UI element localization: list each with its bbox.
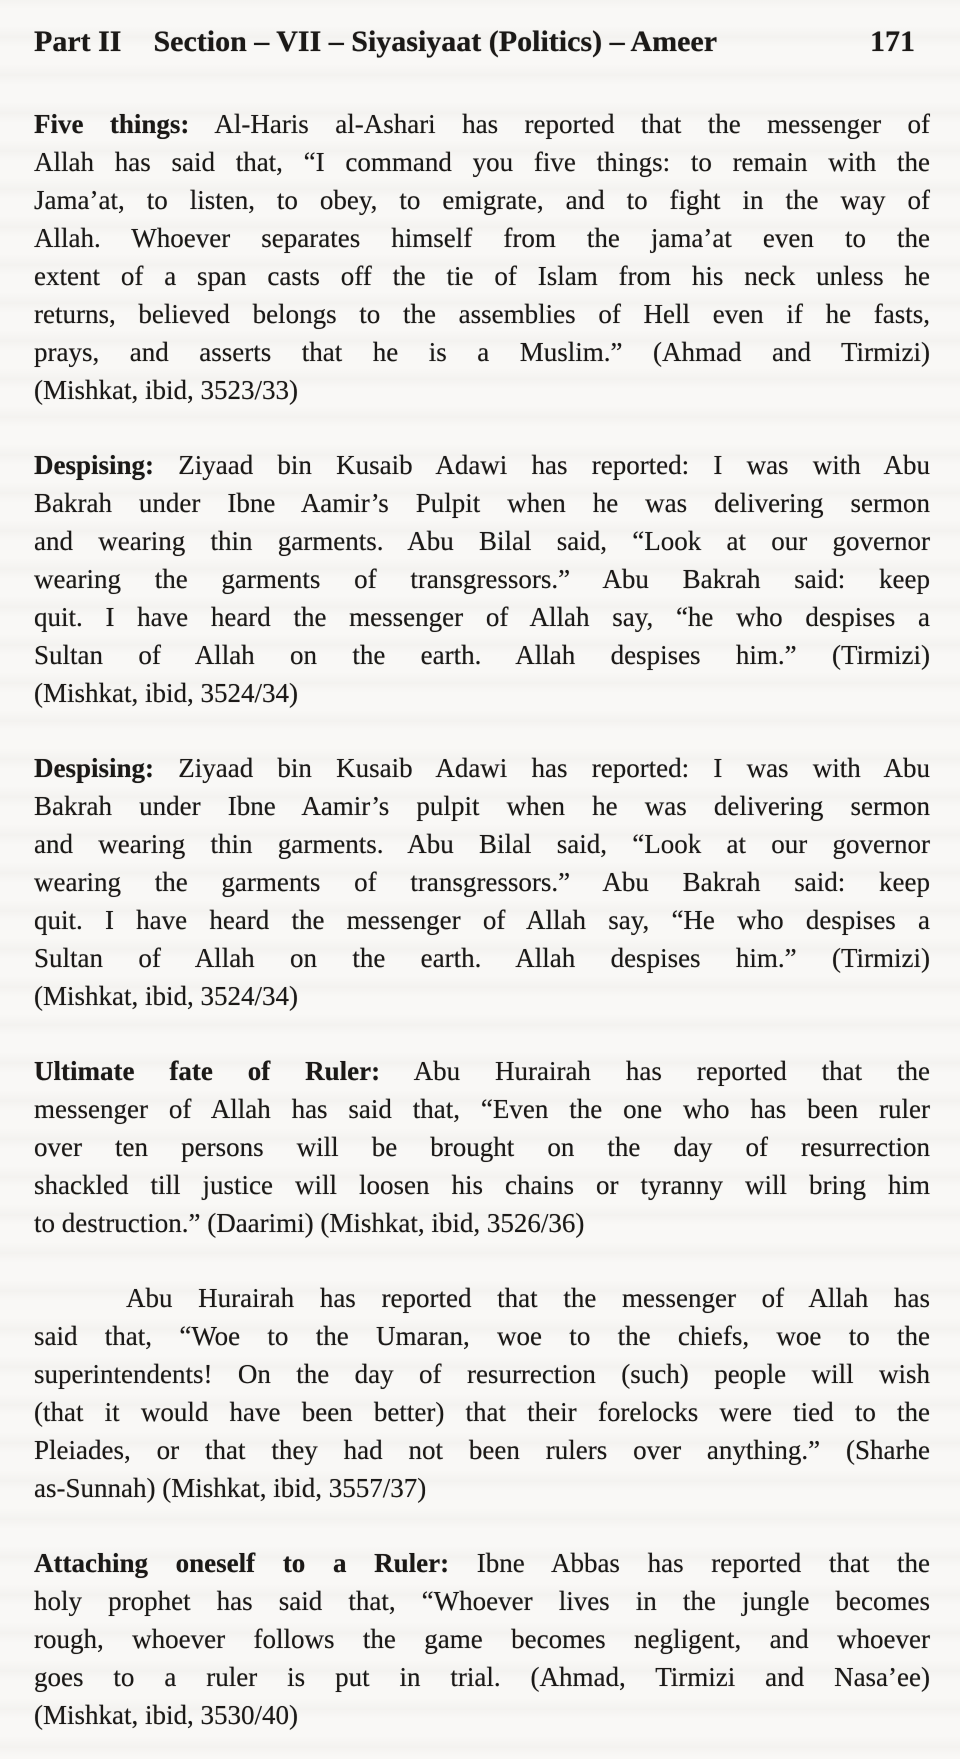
text-line: Jama’at, to listen, to obey, to emigrate, and to fight in the way of [34,185,930,215]
text-line: Bakrah under Ibne Aamir’s Pulpit when he was delivering sermon [34,488,930,518]
paragraph-lead: Despising: [34,450,155,480]
text-line: extent of a span casts off the tie of Islam from his neck unless he [34,261,930,291]
text-line: goes to a ruler is put in trial. (Ahmad, Tirmizi and Nasa’ee) [34,1662,930,1692]
text-line: (Mishkat, ibid, 3523/33) [34,375,298,405]
paragraph-lead: Ultimate fate of Ruler: [34,1056,381,1086]
header-part-label: Part II [34,25,122,58]
header-section-title: Section – VII – Siyasiyaat (Politics) – Ameer [153,25,718,58]
text-line: Despising: Ziyaad bin Kusaib Adawi has reported: I was with Abu [34,450,930,480]
paragraph [34,1544,930,1734]
text-line: said that, “Woe to the Umaran, woe to the chiefs, woe to the [34,1321,930,1351]
text-line: and wearing thin garments. Abu Bilal said, “Look at our governor [34,829,930,859]
text-line: Attaching oneself to a Ruler: Ibne Abbas has reported that the [34,1548,931,1578]
text-line: Allah has said that, “I command you five things: to remain with the [34,147,930,177]
paragraph [34,446,930,712]
paragraph-lead: Attaching oneself to a Ruler: [34,1548,450,1578]
paragraph [34,749,930,1015]
text-line: superintendents! On the day of resurrection (such) people will wish [34,1359,930,1389]
text-line: holy prophet has said that, “Whoever lives in the jungle becomes [34,1586,930,1616]
text-line: Bakrah under Ibne Aamir’s pulpit when he was delivering sermon [34,791,930,821]
page-number: 171 [870,25,915,58]
text-line: Allah. Whoever separates himself from the jama’at even to the [34,223,930,253]
text-line: (Mishkat, ibid, 3530/40) [34,1700,298,1730]
text-line: (Mishkat, ibid, 3524/34) [34,678,298,708]
text-line: quit. I have heard the messenger of Allah say, “he who despises a [34,602,930,632]
text-line: (Mishkat, ibid, 3524/34) [34,981,298,1011]
text-line: Pleiades, or that they had not been rulers over anything.” (Sharhe [34,1435,930,1465]
text-line: Sultan of Allah on the earth. Allah despises him.” (Tirmizi) [34,640,930,670]
paragraph-lead: Five things: [34,109,190,139]
body-text [34,105,930,1734]
paragraph-lead: Despising: [34,753,155,783]
text-line: wearing the garments of transgressors.” Abu Bakrah said: keep [34,867,930,897]
text-line: Abu Hurairah has reported that the messenger of Allah has [126,1283,930,1313]
text-line: Ultimate fate of Ruler: Abu Hurairah has reported that the [34,1056,930,1086]
text-line: Despising: Ziyaad bin Kusaib Adawi has reported: I was with Abu [34,753,930,783]
text-line: Five things: Al-Haris al-Ashari has reported that the messenger of [34,109,930,139]
paragraph [34,1052,930,1242]
text-line: quit. I have heard the messenger of Allah say, “He who despises a [34,905,930,935]
paragraph [34,1279,930,1507]
text-line: messenger of Allah has said that, “Even the one who has been ruler [34,1094,930,1124]
text-line: rough, whoever follows the game becomes negligent, and whoever [34,1624,930,1654]
text-line: shackled till justice will loosen his chains or tyranny will bring him [34,1170,930,1200]
text-line: wearing the garments of transgressors.” Abu Bakrah said: keep [34,564,930,594]
text-line: to destruction.” (Daarimi) (Mishkat, ibid, 3526/36) [34,1208,585,1238]
text-line: over ten persons will be brought on the day of resurrection [34,1132,930,1162]
text-line: (that it would have been better) that their forelocks were tied to the [34,1397,930,1427]
text-line: returns, believed belongs to the assemblies of Hell even if he fasts, [34,299,930,329]
paragraph [34,105,930,409]
page-header [34,22,930,62]
text-line: and wearing thin garments. Abu Bilal said, “Look at our governor [34,526,930,556]
text-line: prays, and asserts that he is a Muslim.” (Ahmad and Tirmizi) [34,337,930,367]
text-line: Sultan of Allah on the earth. Allah despises him.” (Tirmizi) [34,943,930,973]
text-line: as-Sunnah) (Mishkat, ibid, 3557/37) [34,1473,427,1503]
